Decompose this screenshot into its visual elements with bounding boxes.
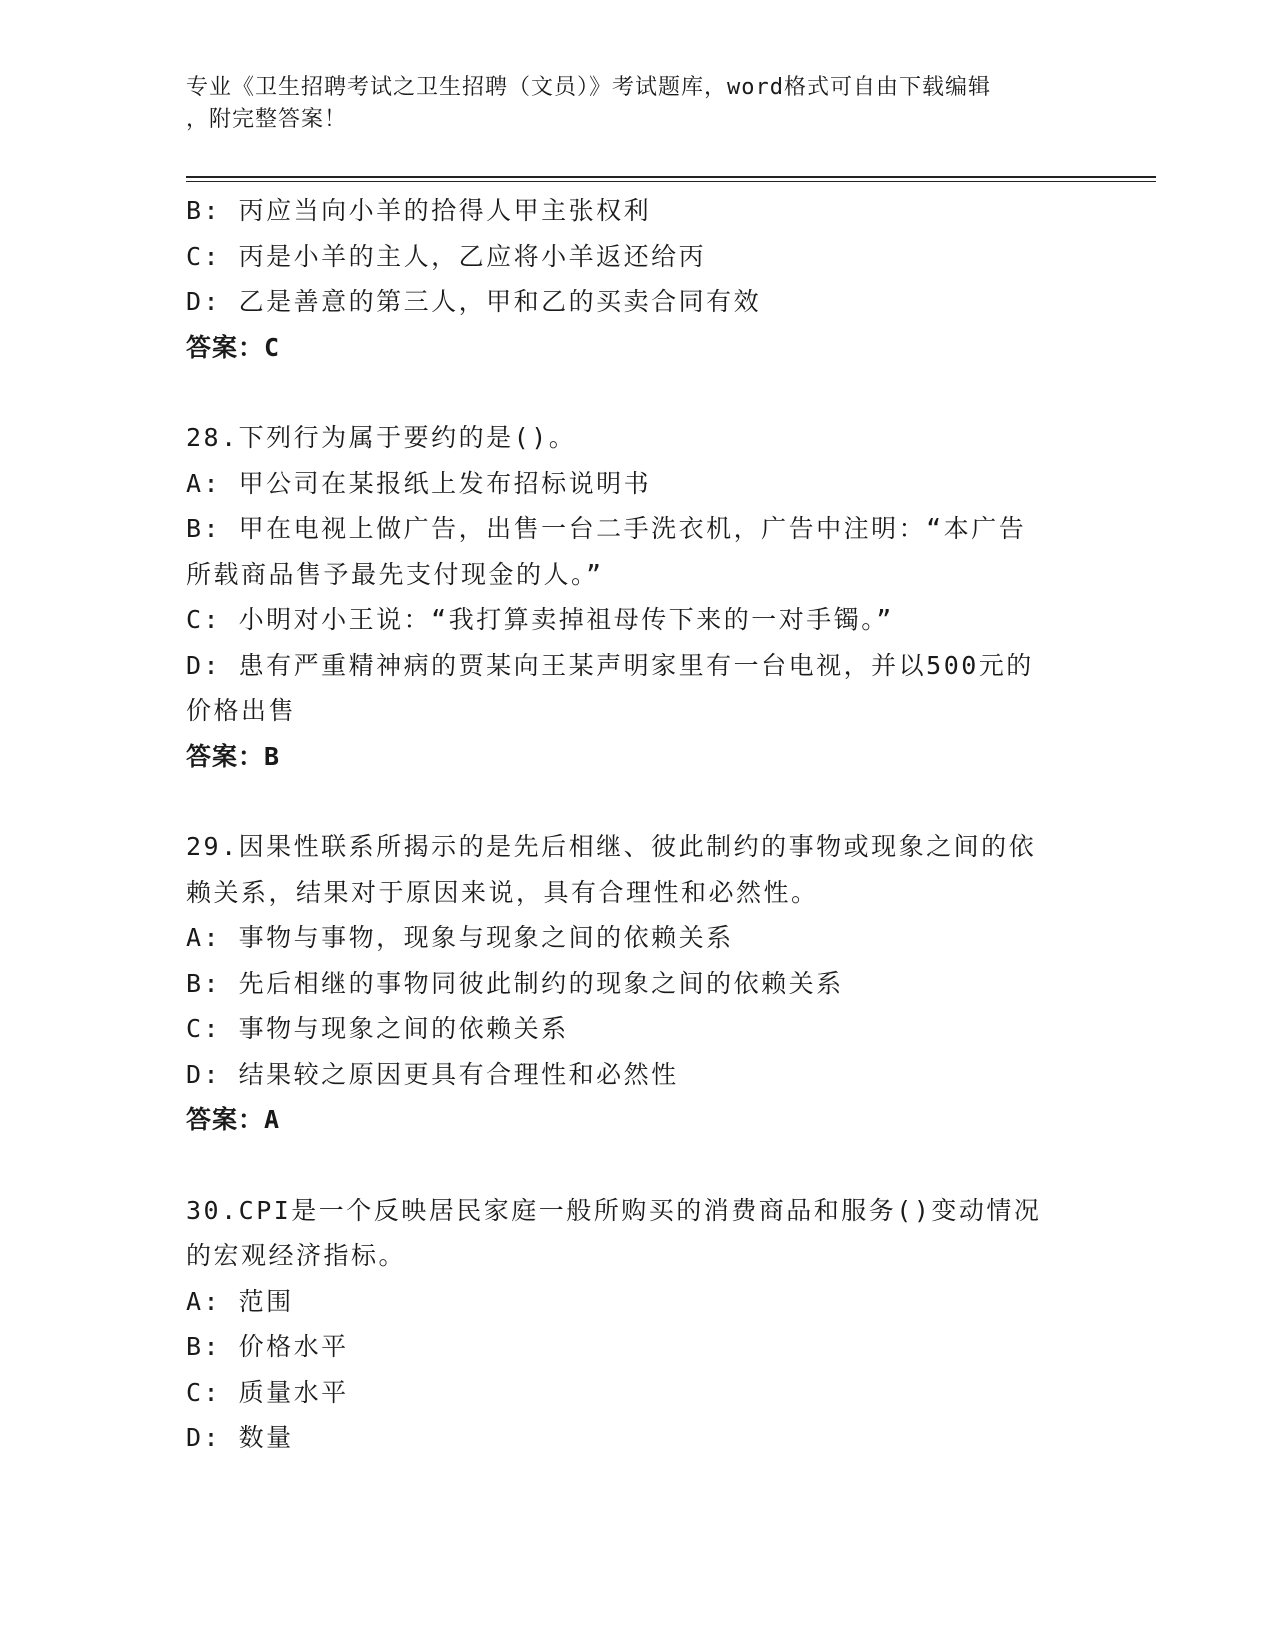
document-body: [186, 188, 1086, 1461]
header-line-2: ，附完整答案！: [186, 107, 348, 132]
question-27-continued: [186, 188, 1086, 370]
question-stem-cont: 的宏观经济指标。: [186, 1241, 407, 1270]
option-d: D: 数量: [186, 1423, 294, 1452]
question-30: [186, 1188, 1086, 1461]
spacer: [186, 370, 1086, 415]
header-rule-thick: [186, 176, 1156, 178]
option-d: D: 结果较之原因更具有合理性和必然性: [186, 1059, 679, 1089]
question-28: [186, 415, 1086, 779]
option-b-cont: 所载商品售予最先支付现金的人。”: [186, 559, 604, 589]
option-a: A: 事物与事物，现象与现象之间的依赖关系: [186, 923, 734, 952]
option-c: C: 事物与现象之间的依赖关系: [186, 1014, 569, 1043]
option-b: B: 先后相继的事物同彼此制约的现象之间的依赖关系: [186, 968, 844, 998]
answer-line: 答案：C: [186, 332, 281, 362]
option-c: C: 丙是小羊的主人，乙应将小羊返还给丙: [186, 241, 707, 271]
option-d-cont: 价格出售: [186, 696, 297, 725]
option-d: D: 乙是善意的第三人，甲和乙的买卖合同有效: [186, 287, 762, 316]
spacer: [186, 1143, 1086, 1188]
question-29: [186, 824, 1086, 1143]
option-a: A: 甲公司在某报纸上发布招标说明书: [186, 468, 652, 498]
question-stem: 29.因果性联系所揭示的是先后相继、彼此制约的事物或现象之间的依: [186, 832, 1037, 861]
document-header: [186, 72, 1086, 136]
question-stem-cont: 赖关系，结果对于原因来说，具有合理性和必然性。: [186, 877, 819, 907]
header-rule-thin: [186, 181, 1156, 182]
option-a: A: 范围: [186, 1286, 294, 1316]
spacer: [186, 779, 1086, 824]
option-b: B: 价格水平: [186, 1332, 349, 1361]
option-c: C: 小明对小王说：“我打算卖掉祖母传下来的一对手镯。”: [186, 605, 894, 634]
question-stem: 28.下列行为属于要约的是()。: [186, 423, 577, 452]
option-b: B: 甲在电视上做广告，出售一台二手洗衣机，广告中注明：“本广告: [186, 514, 1027, 543]
option-b: B: 丙应当向小羊的拾得人甲主张权利: [186, 196, 652, 225]
answer-line: 答案：B: [186, 741, 281, 771]
question-stem: 30.CPI是一个反映居民家庭一般所购买的消费商品和服务()变动情况: [186, 1195, 1042, 1225]
header-line-1: 专业《卫生招聘考试之卫生招聘（文员）》考试题库，word格式可自由下载编辑: [186, 75, 991, 100]
option-d: D: 患有严重精神病的贾某向王某声明家里有一台电视，并以500元的: [186, 650, 1034, 680]
answer-line: 答案：A: [186, 1105, 281, 1134]
option-c: C: 质量水平: [186, 1377, 349, 1407]
